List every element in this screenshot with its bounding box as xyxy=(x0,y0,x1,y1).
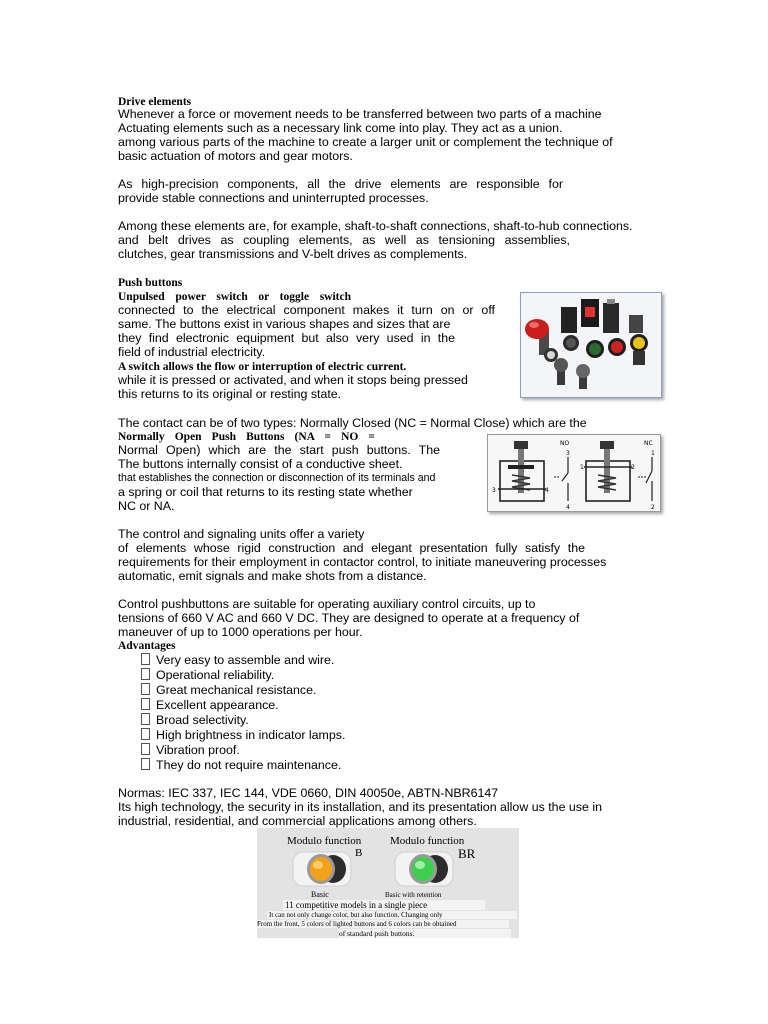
drive-heading: Drive elements xyxy=(118,96,192,108)
advantage-item: Very easy to assemble and wire. xyxy=(141,653,334,667)
advantage-item: Great mechanical resistance. xyxy=(141,683,316,697)
checkbox-icon xyxy=(141,683,150,695)
push-p2-line: while it is pressed or activated, and when it stops being pressed xyxy=(118,373,468,387)
terminal-1: 1 xyxy=(651,450,655,457)
switch-diagram xyxy=(487,434,661,512)
right-module-code: BR xyxy=(458,846,476,861)
push-p1-line: same. The buttons exist in various shapes and sizes that are xyxy=(118,317,451,331)
push-p1-line: field of industrial electricity. xyxy=(118,345,266,359)
terminal-1-left: 1 xyxy=(580,464,584,471)
checkbox-icon xyxy=(141,743,150,755)
drive-p1-line: among various parts of the machine to create a larger unit or complement the technique of xyxy=(118,135,613,149)
right-caption: Basic with retention xyxy=(385,891,442,899)
advantage-item: Vibration proof. xyxy=(141,743,240,757)
push-subheading: Unpulsed power switch or toggle switch xyxy=(118,291,351,303)
checkbox-icon xyxy=(141,698,150,710)
terminal-4-left: 4 xyxy=(545,487,549,494)
terminal-2: 2 xyxy=(651,504,655,511)
panel-line-4: of standard push buttons. xyxy=(339,929,511,938)
advantage-item: Excellent appearance. xyxy=(141,698,279,712)
nc-label: NC xyxy=(644,440,653,447)
push-p4-line: NC or NA. xyxy=(118,499,175,513)
push-heading: Push buttons xyxy=(118,277,183,289)
normas-line: Its high technology, the security in its installation, and its presentation allow us the use in xyxy=(118,800,602,814)
control-p1-line: of elements whose rigid construction and elegant presentation fully satisfy the xyxy=(118,541,585,555)
panel-line-3: From the front, 5 colors of lighted buttons and 6 colors can be obtained xyxy=(257,920,509,928)
advantage-item: They do not require maintenance. xyxy=(141,758,341,772)
drive-p1-line: Whenever a force or movement needs to be transferred between two parts of a machine xyxy=(118,107,602,121)
panel-line-2: It can not only change color, but also function. Changing only xyxy=(267,911,517,919)
modulo-function-panel xyxy=(257,828,519,938)
control-p2-line: maneuver of up to 1000 operations per hour. xyxy=(118,625,363,639)
terminal-4: 4 xyxy=(566,504,570,511)
advantages-heading: Advantages xyxy=(118,640,176,652)
left-module-code: B xyxy=(355,847,363,859)
normas-line: industrial, residential, and commercial applications among others. xyxy=(118,814,477,828)
push-bold-line: A switch allows the flow or interruption of electric current. xyxy=(118,361,407,373)
normas-line: Normas: IEC 337, IEC 144, VDE 0660, DIN 40050e, ABTN-NBR6147 xyxy=(118,786,499,800)
checkbox-icon xyxy=(141,713,150,725)
drive-p3-line: Among these elements are, for example, shaft-to-shaft connections, shaft-to-hub connections. xyxy=(118,219,633,233)
control-p2-line: tensions of 660 V AC and 660 V DC. They are designed to operate at a frequency of xyxy=(118,611,580,625)
terminal-3: 3 xyxy=(566,450,570,457)
green-button-icon xyxy=(393,848,455,890)
drive-p3-line: clutches, gear transmissions and V-belt drives as complements. xyxy=(118,247,468,261)
control-p2-line: Control pushbuttons are suitable for operating auxiliary control circuits, up to xyxy=(118,597,536,611)
checkbox-icon xyxy=(141,653,150,665)
push-p4-line: a spring or coil that returns to its resting state whether xyxy=(118,485,413,499)
checkbox-icon xyxy=(141,728,150,740)
terminal-2-left: 2 xyxy=(631,464,635,471)
push-p1-line: connected to the electrical component makes it turn on or off xyxy=(118,303,495,317)
advantage-item: High brightness in indicator lamps. xyxy=(141,728,345,742)
push-p1-line: they find electronic equipment but also very used in the xyxy=(118,331,455,345)
right-module-title: Modulo function xyxy=(390,835,465,847)
orange-button-icon xyxy=(291,848,353,890)
drive-p1-line: basic actuation of motors and gear motors. xyxy=(118,149,353,163)
drive-p2-line: provide stable connections and uninterrupted processes. xyxy=(118,191,429,205)
advantage-item: Operational reliability. xyxy=(141,668,274,682)
checkbox-icon xyxy=(141,758,150,770)
left-caption: Basic xyxy=(311,890,329,899)
left-module-title: Modulo function xyxy=(287,835,362,847)
control-p1-line: The control and signaling units offer a variety xyxy=(118,527,365,541)
drive-p1-line: Actuating elements such as a necessary link come into play. They act as a union. xyxy=(118,121,563,135)
terminal-3-left: 3 xyxy=(492,487,496,494)
panel-line-1: 11 competitive models in a single piece xyxy=(283,900,485,910)
control-p1-line: automatic, emit signals and make shots from a distance. xyxy=(118,569,427,583)
push-small-line: that establishes the connection or disconnection of its terminals and xyxy=(118,472,436,484)
advantage-item: Broad selectivity. xyxy=(141,713,249,727)
checkbox-icon xyxy=(141,668,150,680)
no-label: NO xyxy=(560,440,570,447)
drive-p2-line: As high-precision components, all the drive elements are responsible for xyxy=(118,177,563,191)
push-p3-line: The buttons internally consist of a conductive sheet. xyxy=(118,457,403,471)
drive-p3-line: and belt drives as coupling elements, as well as tensioning assemblies, xyxy=(118,233,570,247)
contact-line: The contact can be of two types: Normally Closed (NC = Normal Close) which are the xyxy=(118,416,587,430)
no-heading: Normally Open Push Buttons (NA = NO = xyxy=(118,431,375,443)
push-p3-line: Normal Open) which are the start push buttons. The xyxy=(118,443,440,457)
push-buttons-photo xyxy=(520,292,662,398)
control-p1-line: requirements for their employment in contactor control, to initiate maneuvering processes xyxy=(118,555,607,569)
push-p2-line: this returns to its original or resting state. xyxy=(118,387,342,401)
